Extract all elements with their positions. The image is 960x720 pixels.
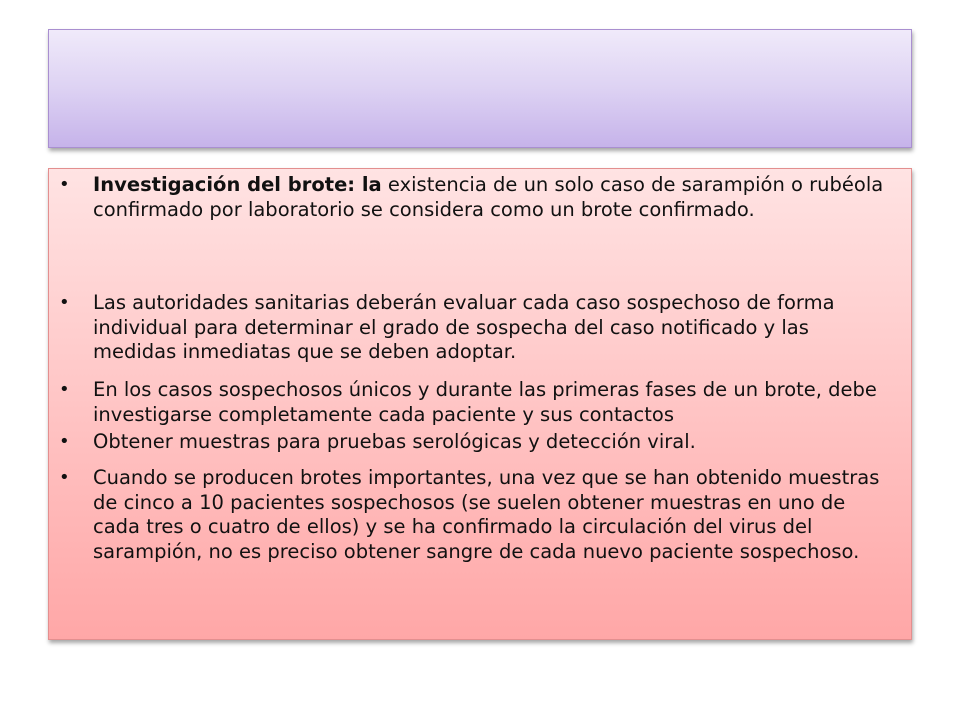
bullet-icon: • (59, 379, 70, 400)
title-placeholder (48, 29, 912, 148)
bullet-item-isolated-cases (59, 378, 893, 427)
bullet-item-major-outbreaks (59, 466, 893, 564)
bullet-icon: • (59, 292, 70, 313)
bullet-item-obtain-samples (59, 430, 893, 455)
bullet-text: existencia de un solo caso de sarampión o rubéola confirmado por laboratorio se considera como un brote confirmado. (93, 173, 884, 221)
bullet-text: En los casos sospechosos únicos y durante las primeras fases de un brote, debe investigarse completamente cada paciente y sus contactos (93, 378, 877, 426)
bullet-item-health-authorities (59, 291, 893, 365)
bullet-lead-text: Investigación del brote: la (93, 173, 382, 196)
bullet-text: Las autoridades sanitarias deberán evaluar cada caso sospechoso de forma individual para determinar el grado de sospecha del caso notificado y las medidas inmediatas que se deben adoptar. (93, 291, 835, 363)
content-box (48, 168, 912, 640)
bullet-icon: • (59, 431, 70, 452)
bullet-text: Cuando se producen brotes importantes, una vez que se han obtenido muestras de cinco a 10 pacientes sospechosos (se suelen obtener muestras en uno de cada tres o cuatro de ellos) y se ha confirmado la circulación del virus del sarampión, no es preciso obtener sangre de cada nuevo paciente sospechoso. (93, 466, 880, 563)
bullet-text: Obtener muestras para pruebas serológicas y detección viral. (93, 430, 696, 453)
bullet-item-outbreak-investigation (59, 173, 893, 222)
bullet-icon: • (59, 174, 70, 195)
bullet-icon: • (59, 467, 70, 488)
